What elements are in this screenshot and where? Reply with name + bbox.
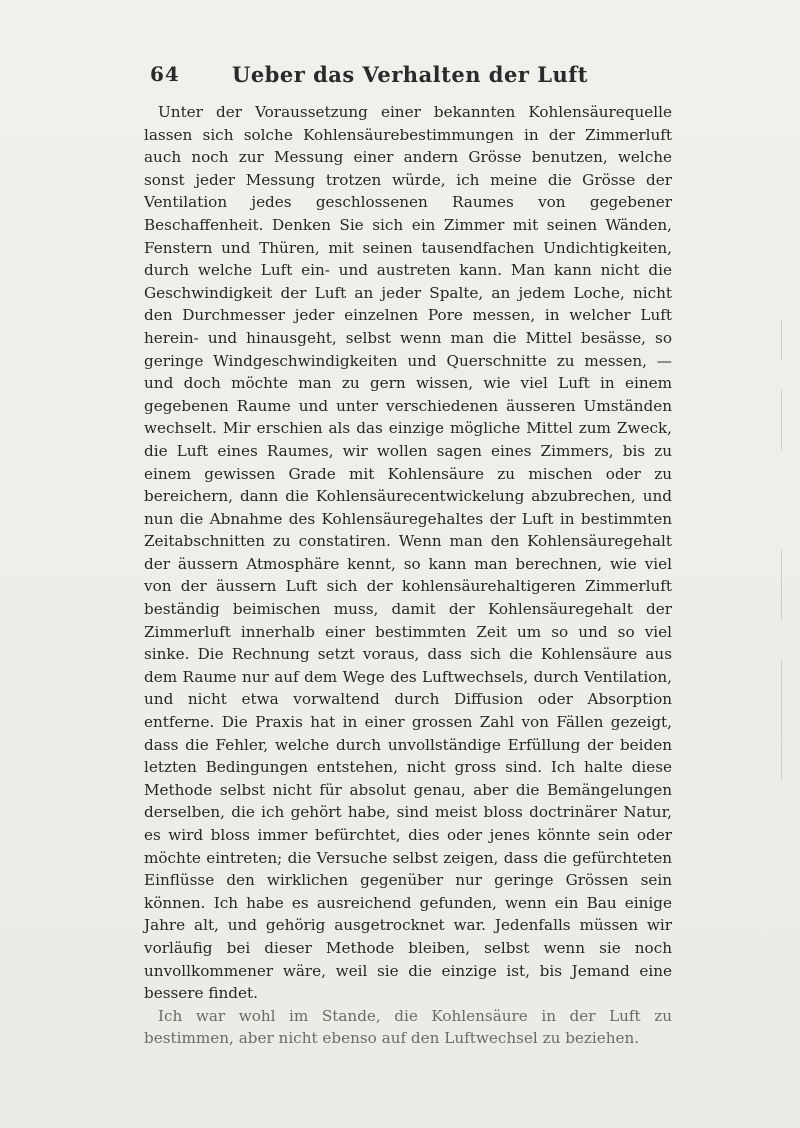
page-edge-marks [772, 320, 782, 820]
paragraph-1: Unter der Voraussetzung einer bekannten Kohlensäurequelle lassen sich solche Kohlensäurebestimmungen in der Zimmerluft auch noch zur Messung einer andern Grösse benutzen, welche sonst jeder Messung trotzen würde, ich meine die Grösse der Ventilation jedes geschlossenen Raumes von gegebener Beschaffenheit. Denken Sie sich ein Zimmer mit seinen Wänden, Fenstern und Thüren, mit seinen tausendfachen Undichtigkeiten, durch welche Luft ein- und austreten kann. Man kann nicht die Geschwindigkeit der Luft an jeder Spalte, an jedem Loche, nicht den Durchmesser jeder einzelnen Pore messen, in welcher Luft herein- und hinausgeht, selbst wenn man die Mittel besässe, so geringe Windgeschwindigkeiten und Querschnitte zu messen, — und doch möchte man zu gern wissen, wie viel Luft in einem gegebenen Raume und unter verschiedenen äusseren Umständen wechselt. Mir erschien als das einzige mögliche Mittel zum Zweck, die Luft eines Raumes, wir wollen sagen eines Zimmers, bis zu einem gewissen Grade mit Kohlensäure zu mischen oder zu bereichern, dann die Kohlensäurecentwickelung abzubrechen, und nun die Abnahme des Kohlensäuregehaltes der Luft in bestimmten Zeitabschnitten zu constatiren. Wenn man den Kohlensäuregehalt der äussern Atmosphäre kennt, so kann man berechnen, wie viel von der äussern Luft sich der kohlensäurehaltigeren Zimmerluft beständig beimischen muss, damit der Kohlensäuregehalt der Zimmerluft innerhalb einer bestimmten Zeit um so und so viel sinke. Die Rechnung setzt voraus, dass sich die Kohlensäure aus dem Raume nur auf dem Wege des Luftwechsels, durch Ventilation, und nicht etwa vorwaltend durch Diffusion oder Absorption entferne. Die Praxis hat in einer grossen Zahl von Fällen gezeigt, dass die Fehler, welche durch unvollständige Erfüllung der beiden letzten Bedingungen entstehen, nicht gross sind. Ich halte diese Methode selbst nicht für absolut genau, aber die Bemängelungen derselben, die ich gehört habe, sind meist bloss doctrinärer Natur, es wird bloss immer befürchtet, dies oder jenes könnte sein oder möchte eintreten; die Versuche selbst zeigen, dass die gefürchteten Einflüsse den wirklichen gegenüber nur geringe Grössen sein können. Ich habe es ausreichend gefunden, wenn ein Bau einige Jahre alt, und gehörig ausgetrocknet war. Jedenfalls müssen wir vorläufig bei dieser Methode bleiben, selbst wenn sie noch unvollkommener wäre, weil sie die einzige ist, bis Jemand eine bessere findet. [144, 103, 672, 1003]
paragraph-2: Ich war wohl im Stande, die Kohlensäure in der Luft zu bestimmen, aber nicht ebenso auf den Luftwechsel zu beziehen. [144, 1006, 672, 1048]
page-number: 64 [150, 62, 180, 86]
page-header [150, 62, 670, 90]
body-text [144, 101, 672, 1050]
running-title: Ueber das Verhalten der Luft [232, 62, 588, 87]
